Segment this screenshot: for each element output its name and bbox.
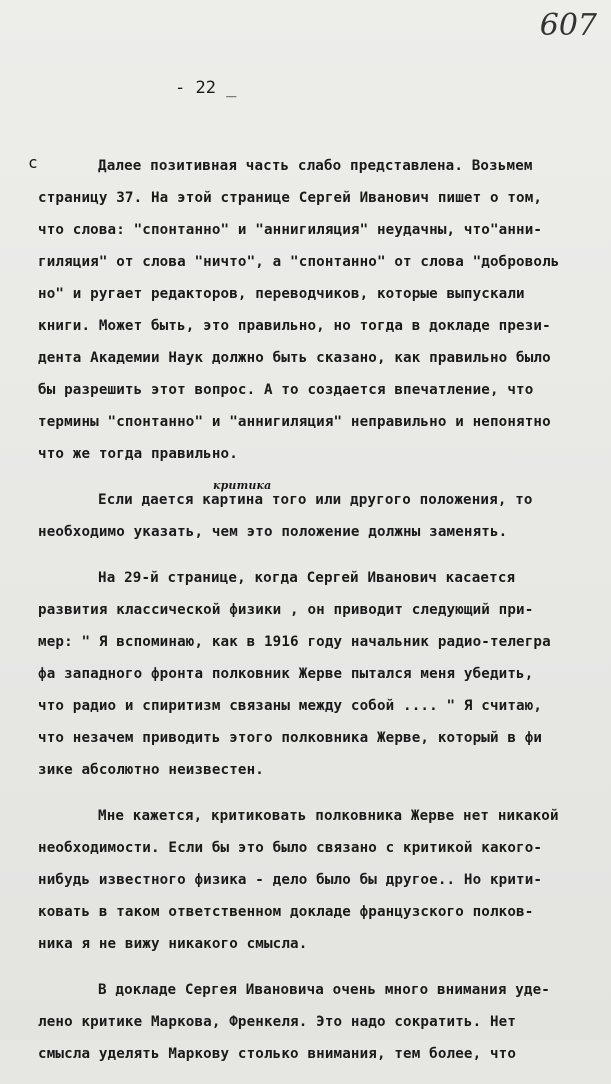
text-line: что радио и спиритизм связаны между собой .... " Я считаю, [38, 698, 543, 714]
page-number: - 22 _ [175, 78, 237, 98]
text-line: книги. Может быть, это правильно, но тогда в докладе прези- [38, 318, 551, 334]
document-body [38, 150, 604, 1084]
text-line: фа западного фронта полковник Жерве пытался меня убедить, [38, 666, 534, 682]
text-line: лено критике Маркова, Френкеля. Это надо сократить. Нет [38, 1014, 517, 1030]
handwritten-correction: критика [213, 479, 272, 492]
text-line: зике абсолютно неизвестен. [38, 762, 264, 778]
text-line: ковать в таком ответственном докладе французского полков- [38, 904, 534, 920]
text-line: необходимо указать, чем это положение должны заменять. [38, 524, 508, 540]
text-line: что же тогда правильно. [38, 446, 238, 462]
text-line: мер: " Я вспоминаю, как в 1916 году начальник радио-телегра [38, 634, 551, 650]
paragraph [38, 150, 604, 470]
paragraph [38, 562, 604, 786]
text-line: дента Академии Наук должно быть сказано, как правильно было [38, 350, 551, 366]
text-line: Далее позитивная часть слабо представлена. Возьмем [98, 158, 533, 174]
paragraph [38, 974, 604, 1070]
text-line: что слова: "спонтанно" и "аннигиляция" неудачны, что"анни- [38, 222, 543, 238]
text-line: развития классической физики , он приводит следующий при- [38, 602, 534, 618]
text-line: термины "спонтанно" и "аннигиляция" неправильно и непонятно [38, 414, 551, 430]
paragraph [38, 479, 604, 548]
text-line: ника я не вижу никакого смысла. [38, 936, 308, 952]
margin-mark: с [28, 153, 38, 172]
text-line: Если дается картина того или другого положения, то [98, 492, 533, 508]
text-line: На 29-й странице, когда Сергей Иванович касается [98, 570, 516, 586]
text-line-with-correction [38, 479, 604, 516]
text-line: бы разрешить этот вопрос. А то создается впечатление, что [38, 382, 534, 398]
text-line: Мне кажется, критиковать полковника Жерве нет никакой [98, 808, 559, 824]
text-line: нибудь известного физика - дело было бы другое.. Но крити- [38, 872, 543, 888]
text-line: В докладе Сергея Ивановича очень много внимания уде- [98, 982, 550, 998]
text-line: смысла уделять Маркову столько внимания, тем более, что [38, 1046, 517, 1062]
text-line: необходимости. Если бы это было связано с критикой какого- [38, 840, 543, 856]
text-line: гиляция" от слова "ничто", а "спонтанно" от слова "доброволь [38, 254, 560, 270]
text-line: но" и ругает редакторов, переводчиков, которые выпускали [38, 286, 525, 302]
paragraph [38, 800, 604, 960]
text-line: что незачем приводить этого полковника Жерве, который в фи [38, 730, 543, 746]
archive-page-number: 607 [539, 8, 597, 43]
text-line: страницу 37. На этой странице Сергей Иванович пишет о том, [38, 190, 543, 206]
